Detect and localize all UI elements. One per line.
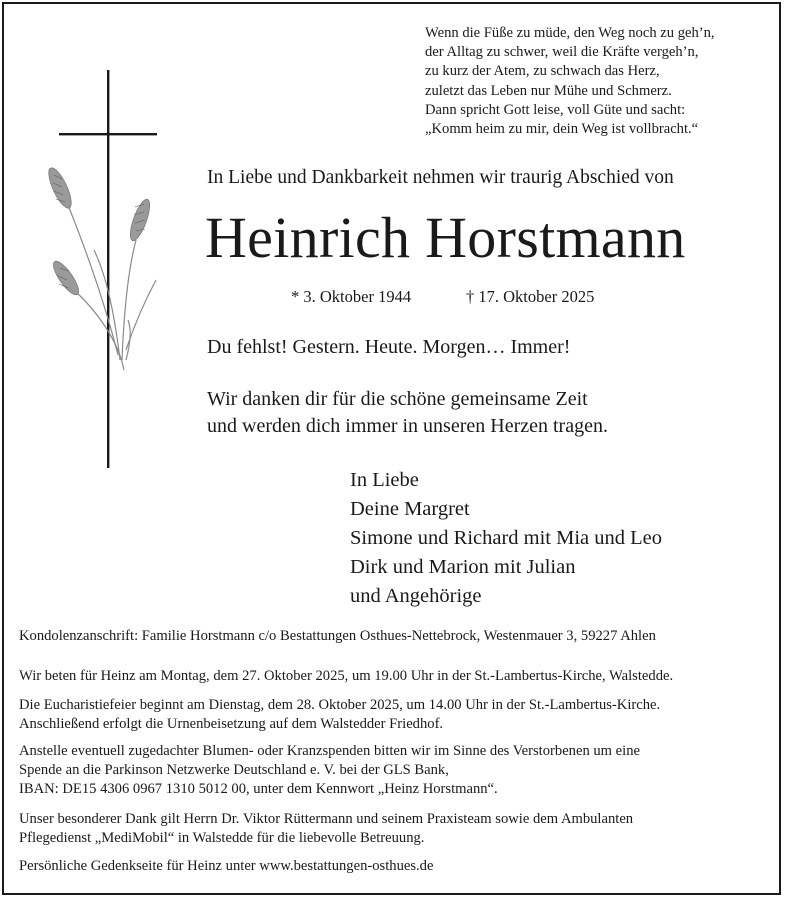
signer-line: In Liebe (350, 469, 419, 491)
donation-notice (19, 742, 769, 799)
thanks-line: und werden dich immer in unseren Herzen tragen. (207, 415, 608, 437)
intro-line: In Liebe und Dankbarkeit nehmen wir traurig Abschied von (207, 167, 674, 188)
poem-line: zu kurz der Atem, zu schwach das Herz, (425, 63, 660, 80)
poem-line: Wenn die Füße zu müde, den Weg noch zu geh’n, (425, 25, 715, 41)
poem-line: zuletzt das Leben nur Mühe und Schmerz. (425, 82, 672, 99)
prayer-notice (19, 667, 769, 686)
signers (350, 466, 662, 611)
poem-line: „Komm heim zu mir, dein Weg ist vollbracht.“ (425, 121, 699, 138)
notice-line: Die Eucharistiefeier beginnt am Dienstag, dem 28. Oktober 2025, um 14.00 Uhr in der St.-Lambertus-Kirche. (19, 697, 661, 713)
death-date: † 17. Oktober 2025 (466, 287, 595, 306)
signer-line: Simone und Richard mit Mia und Leo (350, 527, 663, 549)
memorial-page-notice (19, 857, 769, 876)
notice-line: Pflegedienst „MediMobil“ in Walstedde für die liebevolle Betreuung. (19, 830, 425, 846)
thanks-text (207, 386, 608, 440)
deceased-name: Heinrich Horstmann (205, 205, 686, 270)
poem-line: Dann spricht Gott leise, voll Güte und sacht: (425, 101, 686, 118)
notice-line: Anstelle eventuell zugedachter Blumen- oder Kranzspenden bitten wir im Sinne des Verstorbenen um eine (19, 743, 640, 759)
notice-line: Unser besonderer Dank gilt Herrn Dr. Viktor Rüttermann und seinem Praxisteam sowie dem Ambulanten (19, 811, 634, 827)
notice-line: Persönliche Gedenkseite für Heinz unter www.bestattungen-osthues.de (19, 858, 434, 874)
slogan: Du fehlst! Gestern. Heute. Morgen… Immer! (207, 336, 571, 358)
poem (425, 24, 775, 139)
poem-line: der Alltag zu schwer, weil die Kräfte vergeh’n, (425, 44, 699, 61)
condolence-line: Kondolenzanschrift: Familie Horstmann c/o Bestattungen Osthues-Nettebrock, Westenmauer 3, 59227 Ahlen (19, 628, 656, 644)
signer-line: Dirk und Marion mit Julian (350, 556, 576, 578)
notice-line: Spende an die Parkinson Netzwerke Deutschland e. V. bei der GLS Bank, (19, 762, 449, 778)
cross-with-wheat-icon (36, 70, 176, 470)
condolence-address (19, 627, 769, 646)
signer-line: und Angehörige (350, 585, 482, 607)
notice-line: Wir beten für Heinz am Montag, dem 27. Oktober 2025, um 19.00 Uhr in der St.-Lambertus-Kirche, Walstedde. (19, 668, 674, 684)
thanks-line: Wir danken dir für die schöne gemeinsame Zeit (207, 388, 588, 410)
notice-line: Anschließend erfolgt die Urnenbeisetzung auf dem Walstedder Friedhof. (19, 716, 444, 732)
notice-line: IBAN: DE15 4306 0967 1310 5012 00, unter dem Kennwort „Heinz Horstmann“. (19, 781, 498, 797)
birth-date: * 3. Oktober 1944 (291, 287, 412, 306)
gratitude-notice (19, 810, 769, 848)
mass-notice (19, 696, 769, 734)
signer-line: Deine Margret (350, 498, 470, 520)
